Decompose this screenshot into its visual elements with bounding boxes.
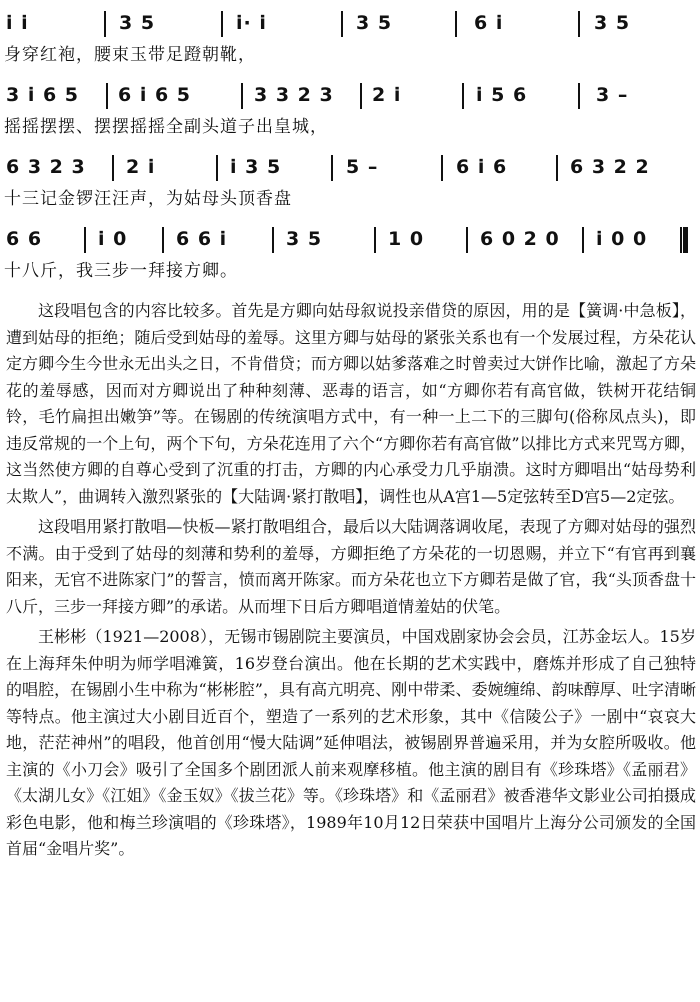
final-barline	[680, 227, 688, 253]
notation-line	[4, 8, 696, 38]
numbered-musical-score	[0, 0, 700, 290]
measure: 6 i̇ 6	[456, 156, 508, 178]
notation-line	[4, 80, 696, 110]
paragraph: 这段唱用紧打散唱—快板—紧打散唱组合，最后以大陆调落调收尾，表现了方卿对姑母的强烈不满。由于受到了姑母的刻薄和势利的羞辱，方卿拒绝了方朵花的一切恩赐，并立下“有官再到襄阳来，无官不进陈家门”的誓言，愤而离开陈家。而方朵花也立下方卿若是做了官，我“头顶香盘十八斤，三步一拜接方卿”的承诺。从而埋下日后方卿唱道情羞姑的伏笔。	[6, 517, 696, 616]
barline	[360, 83, 362, 109]
measure: i̇ i̇	[6, 12, 29, 34]
measure: 1 0	[388, 228, 425, 250]
barline	[374, 227, 376, 253]
measure: 6 0 2 0	[480, 228, 560, 250]
measure: 6 i̇	[474, 12, 504, 34]
measure: 5 –	[346, 156, 379, 178]
notation-line	[4, 224, 696, 254]
measure: i̇ 0 0	[596, 228, 648, 250]
barline	[582, 227, 584, 253]
notation-line	[4, 152, 696, 182]
measure: 3 –	[596, 84, 629, 106]
article-body	[6, 298, 696, 867]
barline	[331, 155, 333, 181]
barline	[272, 227, 274, 253]
lyrics-line: 十八斤，我三步一拜接方卿。	[4, 261, 238, 281]
barline	[104, 11, 106, 37]
barline	[112, 155, 114, 181]
paragraph: 这段唱包含的内容比较多。首先是方卿向姑母叙说投亲借贷的原因，用的是【簧调·中急板】，遭到姑母的拒绝；随后受到姑母的羞辱。这里方卿与姑母的紧张关系也有一个发展过程，方朵花认定方卿今生今世永无出头之日，不肯借贷；而方卿以姑爹落难之时曾卖过大饼作比喻，激起了方朵花的羞辱感，因而对方卿说出了种种刻薄、恶毒的语言，如“方卿你若有高官做，铁树开花结铜铃，毛竹扁担出嫩笋”等。在锡剧的传统演唱方式中，有一种一上二下的三脚句(俗称凤点头)，即违反常规的一个上句，两个下句，方朵花连用了六个“方卿你若有高官做”以排比方式来咒骂方卿，这当然使方卿的自尊心受到了沉重的打击，方卿的内心承受力几乎崩溃。这时方卿唱出“姑母势利太欺人”，曲调转入激烈紧张的【大陆调·紧打散唱】，调性也从A宫1—5定弦转至D宫5—2定弦。	[6, 301, 696, 506]
lyrics-line: 十三记金锣汪汪声，为姑母头顶香盘	[4, 189, 292, 209]
barline	[216, 155, 218, 181]
barline	[578, 83, 580, 109]
measure: 2 i̇	[126, 156, 156, 178]
measure: 3 i̇ 6 5	[6, 84, 80, 106]
measure: 2 i̇	[372, 84, 402, 106]
barline	[162, 227, 164, 253]
barline	[341, 11, 343, 37]
measure: 6 6	[6, 228, 43, 250]
measure: 3 3 2 3	[254, 84, 334, 106]
measure: 6 3 2 2	[570, 156, 650, 178]
measure: i̇ 3 5	[230, 156, 282, 178]
measure: i̇ 0	[98, 228, 128, 250]
measure: 3 5	[119, 12, 156, 34]
barline	[578, 11, 580, 37]
barline	[455, 11, 457, 37]
barline	[221, 11, 223, 37]
lyrics-line: 摇摇摆摆、摆摆摇摇全副头道子出皇城，	[4, 117, 328, 137]
barline	[466, 227, 468, 253]
measure: 3 5	[286, 228, 323, 250]
lyrics-line: 身穿红袍，腰束玉带足蹬朝靴，	[4, 45, 256, 65]
measure: i̇· i̇	[236, 12, 267, 34]
barline	[106, 83, 108, 109]
paragraph: 王彬彬（1921—2008），无锡市锡剧院主要演员，中国戏剧家协会会员，江苏金坛人。15岁在上海拜朱仲明为师学唱滩簧，16岁登台演出。他在长期的艺术实践中，磨炼并形成了自己独特的唱腔，在锡剧小生中称为“彬彬腔”，具有高亢明亮、刚中带柔、委婉缠绵、韵味醇厚、吐字清晰等特点。他主演过大小剧目近百个，塑造了一系列的艺术形象，其中《信陵公子》一剧中“哀哀大地，茫茫神州”的唱段，他首创用“慢大陆调”延伸唱法，被锡剧界普遍采用，并为女腔所吸收。他主演的《小刀会》吸引了全国多个剧团派人前来观摩移植。他主演的剧目有《珍珠塔》《孟丽君》《太湖儿女》《江姐》《金玉奴》《拔兰花》等。《珍珠塔》和《孟丽君》被香港华文影业公司拍摄成彩色电影，他和梅兰珍演唱的《珍珠塔》，1989年10月12日荣获中国唱片上海分公司颁发的全国首届“金唱片奖”。	[6, 627, 696, 858]
measure: i̇ 5 6	[476, 84, 528, 106]
barline	[241, 83, 243, 109]
barline	[441, 155, 443, 181]
measure: 6 3 2 3	[6, 156, 86, 178]
barline	[462, 83, 464, 109]
measure: 3 5	[594, 12, 631, 34]
barline	[556, 155, 558, 181]
measure: 6 6 i̇	[176, 228, 228, 250]
barline	[84, 227, 86, 253]
measure: 3 5	[356, 12, 393, 34]
measure: 6 i̇ 6 5	[118, 84, 192, 106]
